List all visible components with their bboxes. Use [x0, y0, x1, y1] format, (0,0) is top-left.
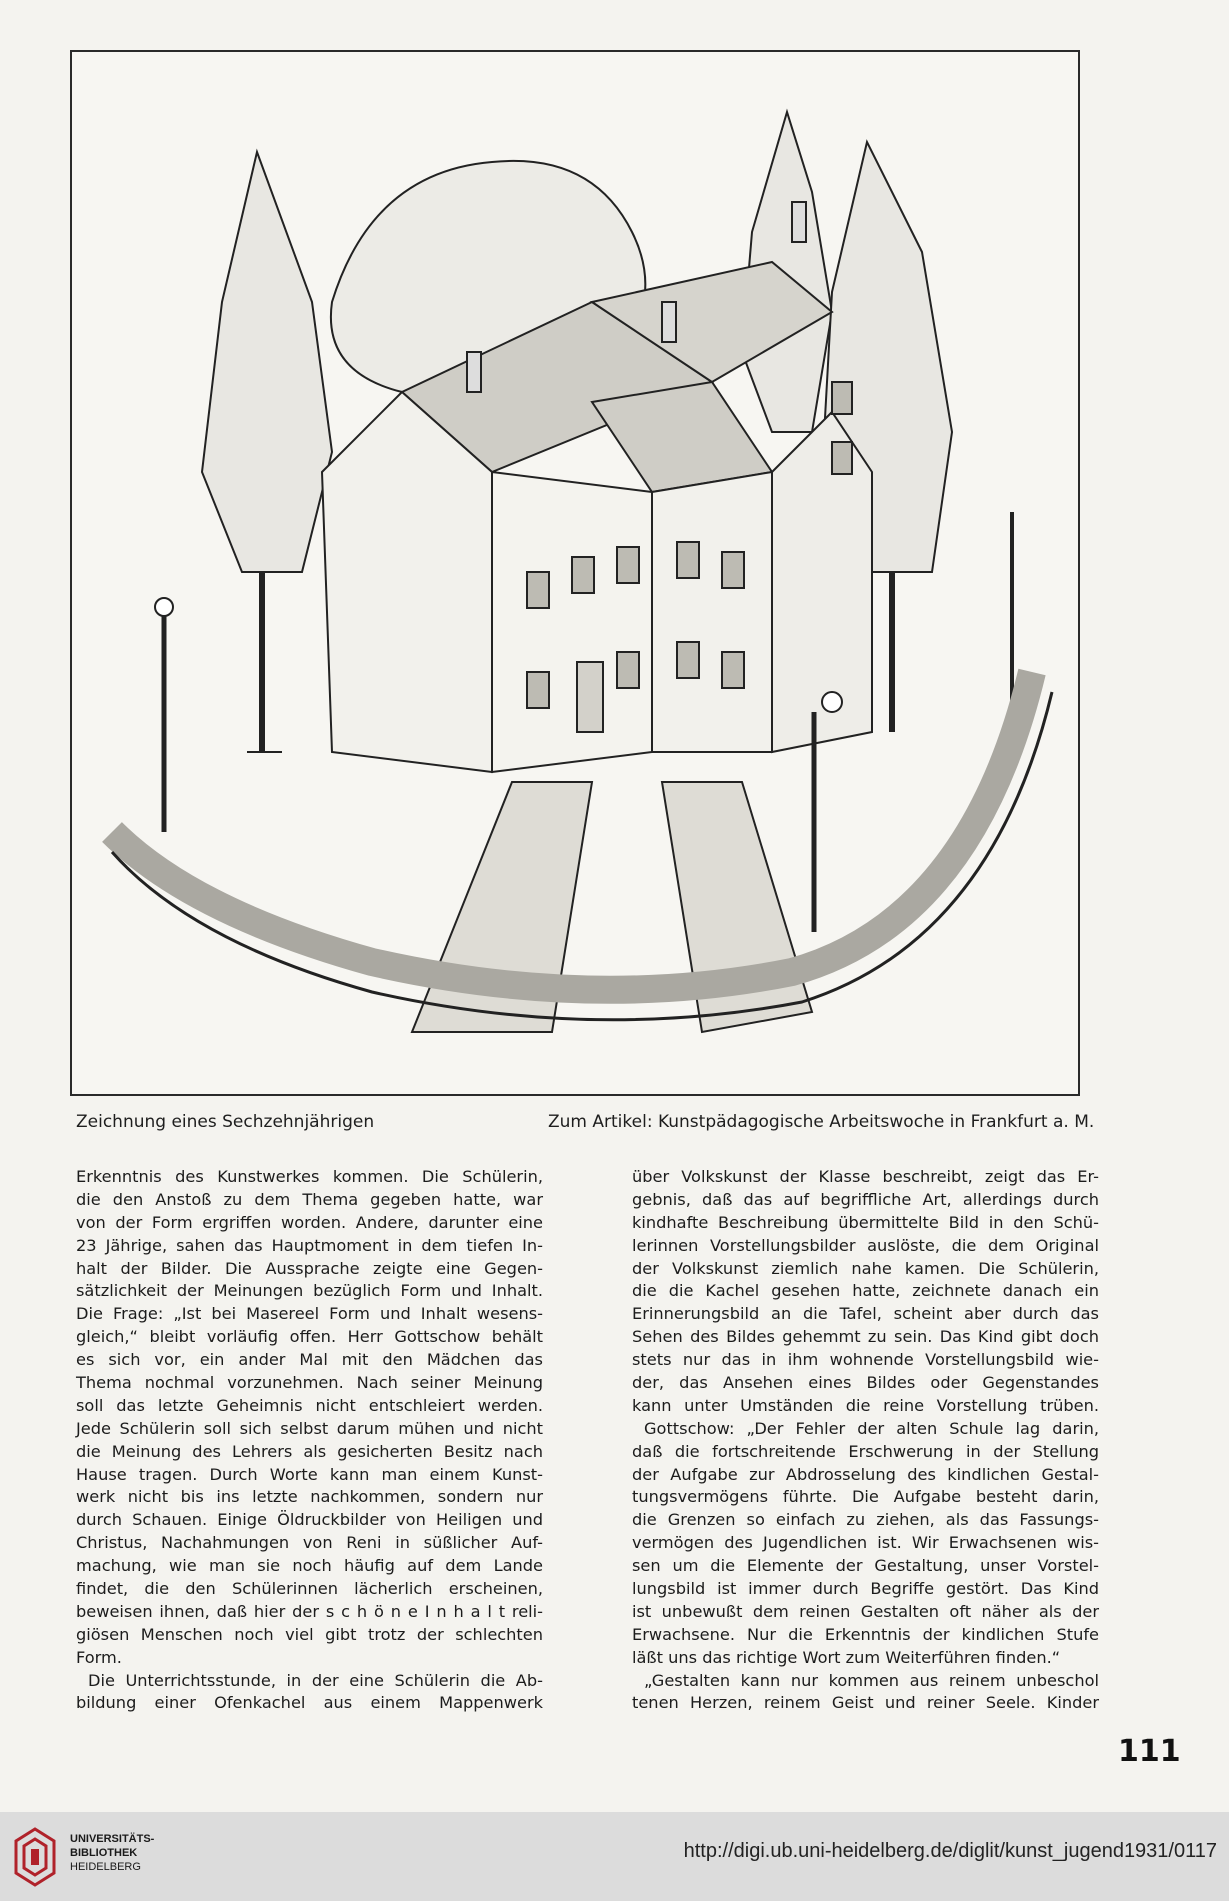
house-drawing-svg: [72, 52, 1078, 1094]
text-line: sätzlichkeit der Meinungen bezüglich Form und Inhalt.: [76, 1281, 543, 1301]
text-line: Erinnerungsbild an die Tafel, scheint aber durch das: [632, 1304, 1099, 1324]
text-line: Die Frage: „Ist bei Masereel Form und Inhalt wesens-: [76, 1304, 543, 1324]
library-name-line: BIBLIOTHEK: [70, 1847, 138, 1859]
text-line: die Meinung des Lehrers als gesicherten Besitz nach: [76, 1441, 543, 1461]
text-line: sen um die Elemente der Gestaltung, unser Vorstel-: [632, 1556, 1099, 1576]
house-wall-front-left: [492, 472, 652, 772]
text-line: daß die fortschreitende Erschwerung in der Stellung: [632, 1441, 1099, 1461]
text-line: der Volkskunst ziemlich nahe kamen. Die Schülerin,: [632, 1258, 1099, 1278]
figure-caption-right: Zum Artikel: Kunstpädagogische Arbeitswoche in Frankfurt a. M.: [548, 1112, 1095, 1132]
text-line: durch Schauen. Einige Öldruckbilder von Heiligen und: [76, 1510, 543, 1530]
text-line: soll das letzte Geheimnis nicht entschleiert werden.: [76, 1395, 543, 1415]
text-line: Form.: [76, 1647, 122, 1667]
library-name[interactable]: [70, 1832, 154, 1874]
figure-caption-left: Zeichnung eines Sechzehnjährigen: [76, 1112, 375, 1132]
source-url-link[interactable]: http://digi.ub.uni-heidelberg.de/diglit/kunst_jugend1931/0117: [683, 1840, 1217, 1862]
text-line: Gottschow: „Der Fehler der alten Schule lag darin,: [644, 1418, 1099, 1438]
text-line: der, das Ansehen eines Bildes oder Gegenstandes: [632, 1373, 1099, 1393]
house-wall-front-right: [652, 472, 772, 752]
text-line: machung, wie man sie noch häufig auf dem Lande: [76, 1556, 543, 1576]
text-line: gebnis, daß das auf begriffliche Art, allerdings durch: [632, 1189, 1099, 1209]
text-column-left: [76, 1166, 543, 1715]
text-line: Sehen des Bildes gehemmt zu sein. Das Kind gibt doch: [632, 1327, 1099, 1347]
page-number: 111: [1118, 1734, 1181, 1769]
house-door: [577, 662, 603, 732]
text-line: Christus, Nachahmungen von Reni in süßlicher Auf-: [76, 1533, 543, 1553]
heidelberg-library-logo-icon[interactable]: [14, 1827, 56, 1887]
text-line: „Gestalten kann nur kommen aus reinem unbeschol: [644, 1670, 1099, 1690]
viewer-footer: [0, 1812, 1229, 1901]
text-line: der Aufgabe zur Abdrosselung des kindlichen Gestal-: [632, 1464, 1099, 1484]
text-line: Hause tragen. Durch Worte kann man einem Kunst-: [76, 1464, 543, 1484]
text-column-right: [632, 1166, 1099, 1715]
text-line: die Grenzen so einfach zu ziehen, als das Fassungs-: [632, 1510, 1099, 1530]
text-line: findet, die den Schülerinnen lächerlich erscheinen,: [76, 1579, 543, 1599]
text-line: lungsbild ist immer durch Begriffe gestört. Das Kind: [632, 1579, 1099, 1599]
text-line: Die Unterrichtsstunde, in der eine Schülerin die Ab-: [88, 1670, 543, 1690]
text-line: ist unbewußt dem reinen Gestalten oft näher als der: [632, 1601, 1099, 1621]
text-line: über Volkskunst der Klasse beschreibt, zeigt das Er-: [632, 1167, 1099, 1186]
text-line: läßt uns das richtige Wort zum Weiterführen finden.“: [632, 1647, 1061, 1667]
text-line: stets nur das in ihm wohnende Vorstellungsbild wie-: [632, 1350, 1099, 1370]
text-line: kann unter Umständen die reine Vorstellung trüben.: [632, 1395, 1099, 1415]
text-line: vermögen des Jugendlichen ist. Wir Erwachsenen wis-: [632, 1533, 1099, 1553]
text-line: tenen Herzen, reinem Geist und reiner Seele. Kinder: [632, 1693, 1099, 1713]
poplar-tree-left: [202, 152, 332, 572]
house-wall-gable-left: [322, 392, 492, 772]
text-line: kindhafte Beschreibung übermittelte Bild in den Schü-: [632, 1212, 1099, 1232]
text-line: es sich vor, ein ander Mal mit den Mädchen das: [76, 1350, 543, 1370]
text-line: von der Form ergriffen worden. Andere, darunter eine: [76, 1212, 543, 1232]
illustration-house-drawing: [70, 50, 1080, 1096]
text-line: Erkenntnis des Kunstwerkes kommen. Die Schülerin,: [76, 1167, 543, 1186]
library-name-line: UNIVERSITÄTS-: [70, 1833, 155, 1845]
text-line: Erwachsene. Nur die Erkenntnis der kindlichen Stufe: [632, 1624, 1099, 1644]
text-line: bildung einer Ofenkachel aus einem Mappenwerk: [76, 1693, 543, 1713]
text-line: 23 Jährige, sahen das Hauptmoment in dem tiefen In-: [76, 1235, 543, 1255]
text-line: Jede Schülerin soll sich selbst darum mühen und nicht: [76, 1418, 543, 1438]
library-name-line: HEIDELBERG: [70, 1861, 141, 1873]
text-line: die den Anstoß zu dem Thema gegeben hatte, war: [76, 1189, 543, 1209]
text-line: gleich,“ bleibt vorläufig offen. Herr Gottschow behält: [76, 1327, 543, 1347]
text-line: Thema nochmal vorzunehmen. Nach seiner Meinung: [76, 1373, 543, 1393]
text-line: halt der Bilder. Die Aussprache zeigte eine Gegen-: [76, 1258, 543, 1278]
text-line: tungsvermögens führte. Die Aufgabe besteht darin,: [632, 1487, 1099, 1507]
text-line: beweisen ihnen, daß hier der s c h ö n e I n h a l t reli-: [76, 1601, 543, 1621]
text-line: lerinnen Vorstellungsbilder auslöste, die dem Original: [632, 1235, 1099, 1255]
text-line: die die Kachel gesehen hatte, zeichnete danach ein: [632, 1281, 1099, 1301]
text-line: werk nicht bis ins letzte nachkommen, sondern nur: [76, 1487, 543, 1507]
text-line: giösen Menschen noch viel gibt trotz der schlechten: [76, 1624, 543, 1644]
